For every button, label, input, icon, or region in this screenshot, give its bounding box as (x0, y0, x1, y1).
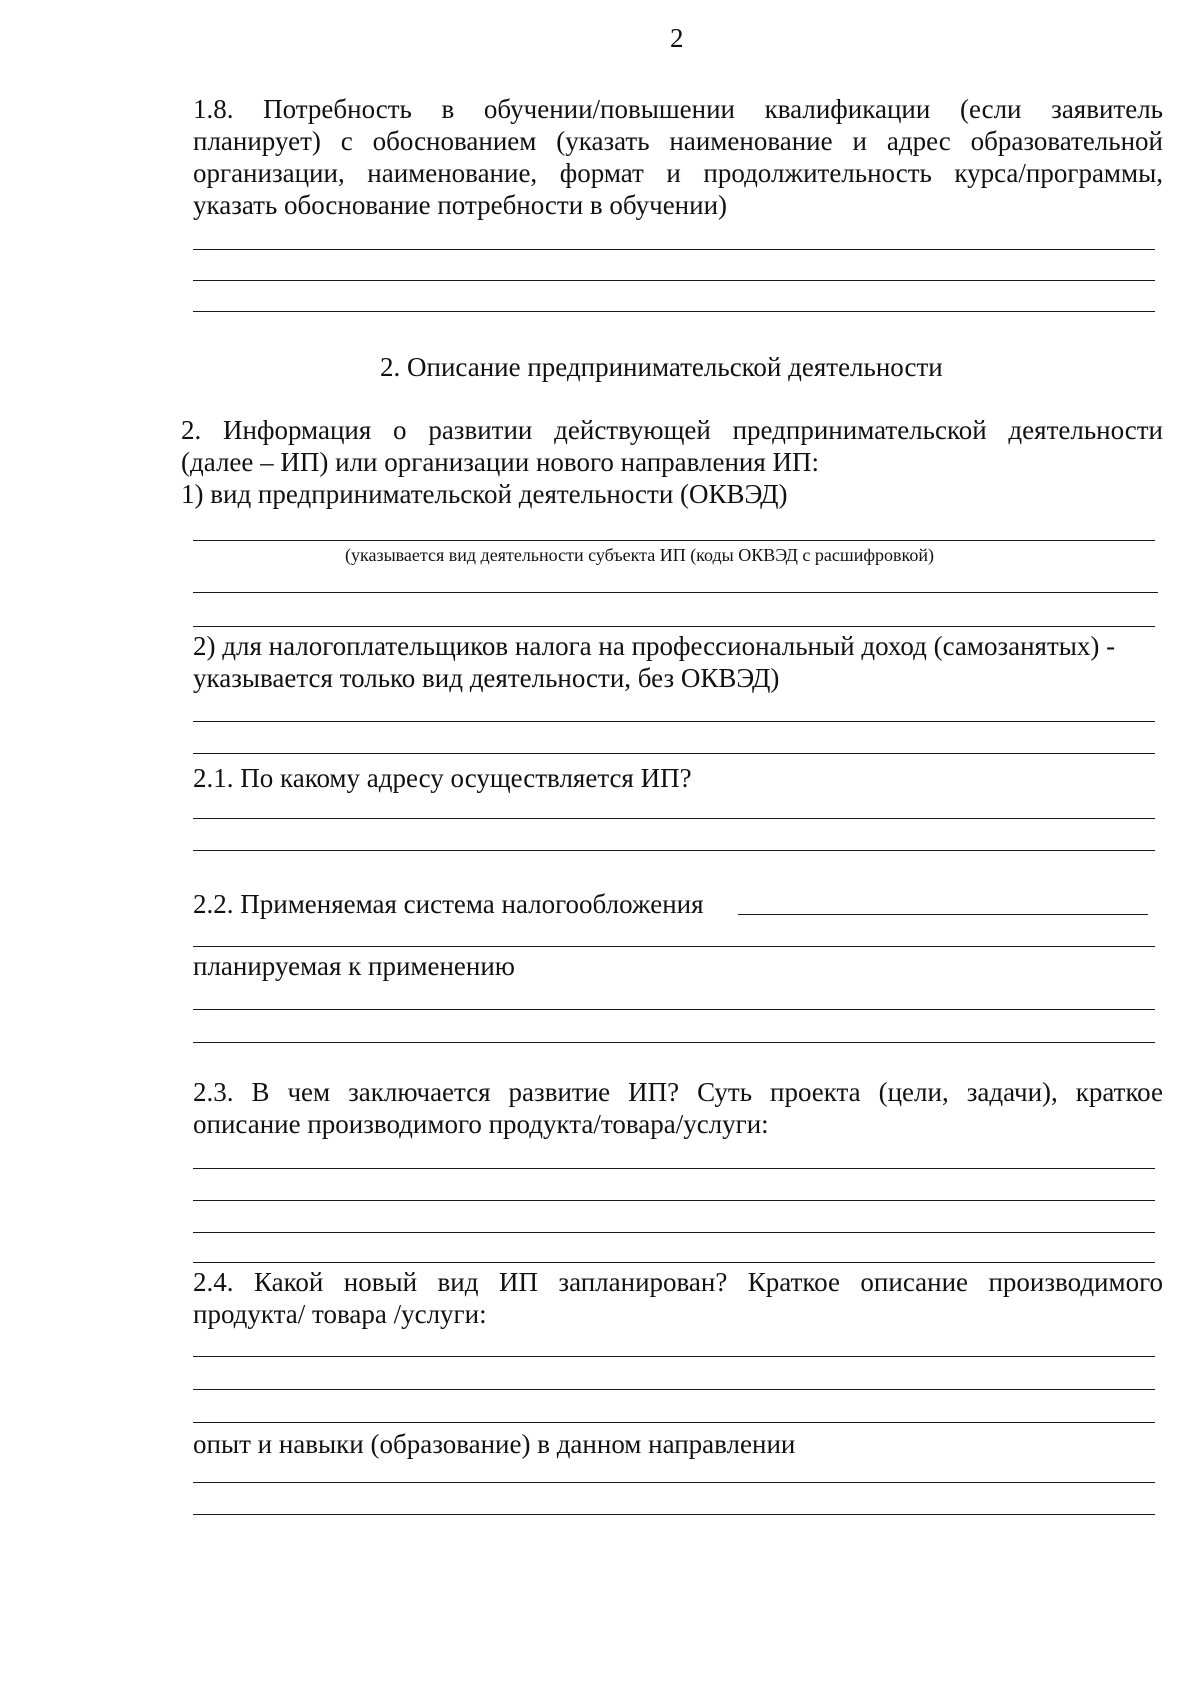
section-1-8-line-2: планирует) с обоснованием (указать наименование и адрес образовательной (193, 126, 1163, 156)
section-2-2-question: 2.2. Применяемая система налогообложения (193, 889, 704, 919)
answer-line-1-8-c[interactable] (193, 311, 1155, 312)
answer-line-address-b[interactable] (193, 850, 1155, 851)
answer-line-new-activity-a[interactable] (193, 1356, 1155, 1357)
section-2-1-question: 2.1. По какому адресу осуществляется ИП? (193, 763, 692, 793)
section-2-heading: 2. Описание предпринимательской деятельности (380, 352, 943, 382)
section-2-item-2-line-2: указывается только вид деятельности, без ОКВЭД) (193, 663, 780, 693)
section-1-8-line-3: организации, наименование, формат и продолжительность курса/программы, (193, 158, 1163, 188)
answer-line-experience-a[interactable] (193, 1482, 1155, 1483)
answer-line-development-c[interactable] (193, 1232, 1155, 1233)
answer-line-tax-system[interactable] (193, 946, 1155, 947)
section-2-4-line-1: 2.4. Какой новый вид ИП запланирован? Краткое описание производимого (193, 1267, 1163, 1297)
section-2-4-line-2: продукта/ товара /услуги: (193, 1299, 487, 1329)
answer-line-development-b[interactable] (193, 1200, 1155, 1201)
answer-line-tax-system-inline[interactable] (738, 914, 1148, 915)
okved-hint: (указывается вид деятельности субъекта ИП (коды ОКВЭД с расшифровкой) (345, 545, 934, 565)
answer-line-experience-b[interactable] (193, 1514, 1155, 1515)
answer-line-okved-c[interactable] (193, 626, 1155, 627)
answer-line-self-employed-b[interactable] (193, 753, 1155, 754)
answer-line-okved[interactable] (193, 540, 1155, 541)
answer-line-address-a[interactable] (193, 818, 1155, 819)
section-2-3-line-1: 2.3. В чем заключается развитие ИП? Суть проекта (цели, задачи), краткое (193, 1077, 1163, 1107)
section-2-4-experience: опыт и навыки (образование) в данном направлении (193, 1429, 796, 1459)
answer-line-okved-b[interactable] (193, 592, 1158, 593)
answer-line-development-d[interactable] (193, 1262, 1155, 1263)
answer-line-planned-b[interactable] (193, 1042, 1155, 1043)
answer-line-planned-a[interactable] (193, 1009, 1155, 1010)
section-2-item-1: 1) вид предпринимательской деятельности (ОКВЭД) (181, 479, 788, 509)
section-2-item-2-line-1: 2) для налогоплательщиков налога на профессиональный доход (самозанятых) - (193, 631, 1116, 661)
answer-line-1-8-a[interactable] (193, 249, 1155, 250)
answer-line-new-activity-c[interactable] (193, 1422, 1155, 1423)
answer-line-1-8-b[interactable] (193, 280, 1155, 281)
answer-line-self-employed-a[interactable] (193, 721, 1155, 722)
section-2-intro-line-2: (далее – ИП) или организации нового направления ИП: (181, 447, 820, 477)
answer-line-new-activity-b[interactable] (193, 1389, 1155, 1390)
section-1-8-line-1: 1.8. Потребность в обучении/повышении квалификации (если заявитель (193, 94, 1163, 124)
section-2-intro-line-1: 2. Информация о развитии действующей предпринимательской деятельности (181, 415, 1163, 445)
section-2-3-line-2: описание производимого продукта/товара/услуги: (193, 1109, 769, 1139)
section-2-2-planned: планируемая к применению (193, 951, 515, 981)
page-number: 2 (670, 23, 684, 53)
answer-line-development-a[interactable] (193, 1168, 1155, 1169)
section-1-8-line-4: указать обоснование потребности в обучении) (193, 190, 728, 220)
